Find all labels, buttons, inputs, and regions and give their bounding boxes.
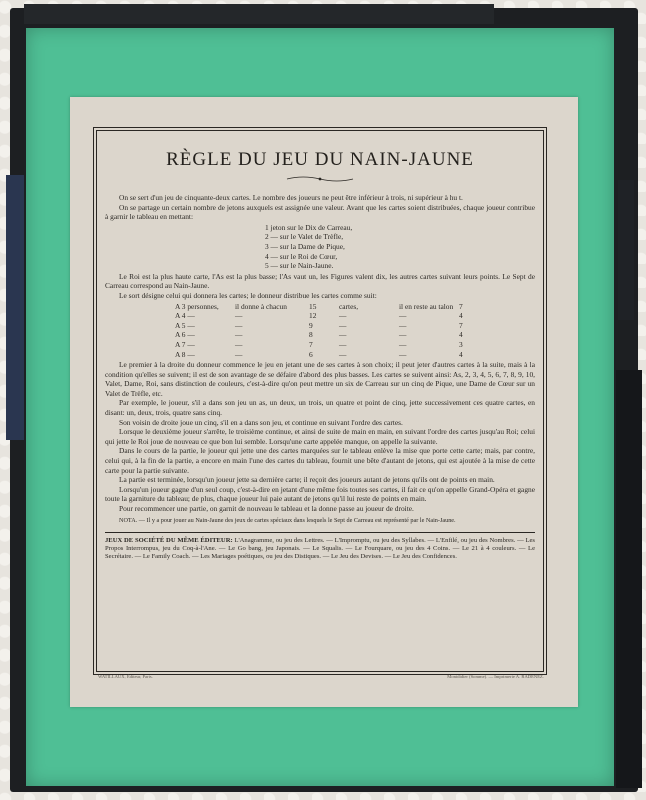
footer [98, 674, 544, 679]
dist-text: — [235, 349, 243, 359]
dist-text: — [339, 330, 347, 340]
stake-item: 5 — sur le Nain-Jaune. [265, 261, 334, 271]
dist-text: — [399, 339, 407, 349]
footer-printer: Montdidier (Somme). — Imprimerie A. RADENEZ. [447, 674, 544, 679]
paragraph-5: Le premier à la droite du donneur commence le jeu en jetant une de ses cartes à son choix; il peut jeter d'autres cartes à la suite, mais à la condition qu'elles se suivent; il est de son avantage de se défaire d'abord des plus basses. Les cartes se suivent ainsi: As, 2, 3, 4, 5, 6, 7, 8, 9, 10, Valet, Dame, Roi, sans distinction de couleurs, c'est-à-dire qu'on peut mettre un six de Carreau sur un cinq de Pique, une Dame de Cœur sur un Valet de Trèfle, etc. [105, 360, 535, 398]
editor-games [105, 537, 535, 562]
rules-frame [96, 130, 544, 672]
dist-players: A 8 — [175, 349, 195, 359]
editor-list: L'Anagramme, ou jeu des Lettres. — L'Impromptu, ou jeu des Syllabes. — L'Enfilé, ou jeu des Nombres. — Les Propos Interrompus, jeu du Coq-à-l'Ane. — Le Go bang, jeu Japonais. — Le Squalis. — Le Fourquare, ou jeu des 4 Coins. — Le 21 à 4 couleurs. — Le Secrétaire. — Le Family Coach. — Les Mariages poétiques, ou jeu des Distiques. — Le Jeu des Devises. — Le Jeu des Confidences. [105, 536, 535, 561]
dist-text: cartes, [339, 301, 359, 311]
nota: NOTA. — Il y a pour jouer au Nain-Jaune des jeux de cartes spéciaux dans lesquels le Sept de Carreau est représenté par le Nain-Jaune. [119, 516, 456, 524]
rules-sheet [70, 97, 578, 707]
paragraph-6: Par exemple, le joueur, s'il a dans son jeu un as, un deux, un trois, un quatre et point de cinq, jette successivement ces quatre cartes, en disant: un, deux, trois, quatre sans cinq. [105, 398, 535, 418]
dist-rest: 4 [459, 311, 463, 321]
dist-rest: 4 [459, 349, 463, 359]
distribution-table [175, 302, 535, 360]
paragraph-2: On se partage un certain nombre de jetons auxquels est assignée une valeur. Avant que les cartes soient distribuées, chaque joueur contribue à garnir le tableau en mettant: [105, 202, 535, 222]
dist-rest: 7 [459, 301, 463, 311]
rules-title: RÈGLE DU JEU DU NAIN-JAUNE [166, 149, 474, 170]
paragraph-4: Le sort désigne celui qui donnera les cartes; le donneur distribue les cartes comme suit: [119, 290, 377, 300]
paragraph-1: On se sert d'un jeu de cinquante-deux cartes. Le nombre des joueurs ne peut être inférieur à trois, ni supérieur à hu t. [119, 193, 463, 202]
box-left-edge [6, 175, 24, 440]
dist-text: il en reste au talon [399, 301, 454, 311]
stake-item: 2 — sur le Valet de Trèfle, [265, 232, 344, 242]
dist-text: — [339, 339, 347, 349]
dist-text: — [399, 349, 407, 359]
distribution-row [175, 302, 535, 312]
dist-count: 15 [309, 301, 317, 311]
dist-count: 6 [309, 349, 313, 359]
stake-item: 4 — sur le Roi de Cœur, [265, 251, 338, 261]
box-right-edge-lower [616, 370, 642, 788]
ornament-icon [285, 175, 355, 183]
dist-count: 9 [309, 320, 313, 330]
paragraph-3: Le Roi est la plus haute carte, l'As est la plus basse; l'As vaut un, les Figures valent dix, les autres cartes suivant leurs points. Le Sept de Carreau correspond au Nain-Jaune. [105, 271, 535, 291]
dist-text: il donne à chacun [235, 301, 287, 311]
dist-text: — [399, 330, 407, 340]
dist-players: A 3 personnes, [175, 301, 219, 311]
dist-text: — [235, 320, 243, 330]
dist-count: 8 [309, 330, 313, 340]
distribution-row [175, 340, 535, 350]
paragraph-7: Son voisin de droite joue un cinq, s'il en a dans son jeu, et continue en suivant l'ordre des cartes. [119, 417, 403, 427]
stake-item: 3 — sur la Dame de Pique, [265, 241, 345, 251]
box-top-edge [24, 4, 494, 24]
dist-players: A 6 — [175, 330, 195, 340]
dist-players: A 4 — [175, 311, 195, 321]
divider [105, 532, 535, 533]
stake-item: 1 jeton sur le Dix de Carreau, [265, 222, 353, 232]
dist-text: — [235, 330, 243, 340]
rules-content [105, 131, 535, 562]
dist-players: A 7 — [175, 339, 195, 349]
dist-rest: 3 [459, 339, 463, 349]
paragraph-12: Pour recommencer une partie, on garnit de nouveau le tableau et la donne passe au joueur de droite. [119, 504, 414, 513]
paragraph-8: Lorsque le deuxième joueur s'arrête, le troisième continue, et ainsi de suite de main en main, en suivant l'ordre des cartes jusqu'au Roi; celui qui jette le Roi joue de nouveau ce que bon lui semble. Lorsqu'une carte appelée manque, on appelle la suivante. [105, 427, 535, 446]
dist-text: — [339, 311, 347, 321]
dist-text: — [235, 311, 243, 321]
dist-count: 12 [309, 311, 317, 321]
dist-text: — [339, 320, 347, 330]
editor-heading: JEUX DE SOCIÉTÉ DU MÊME ÉDITEUR: [105, 536, 233, 544]
dist-text: — [339, 349, 347, 359]
distribution-row [175, 350, 535, 360]
dist-text: — [399, 311, 407, 321]
paragraph-9: Dans le cours de la partie, le joueur qui jette une des cartes marquées sur le tableau enlève la mise que porte cette carte; mais, par contre, celui qui, à la fin de la partie, a encore en main l'une des cartes du tableau, fournit une bête d'autant de jetons, qui est ajoutée à la mise de cette carte pour la partie suivante. [105, 446, 535, 475]
dist-rest: 4 [459, 330, 463, 340]
paragraph-10: La partie est terminée, lorsqu'un joueur jette sa dernière carte; il reçoit des joueurs autant de jetons qu'ils ont de points en main. [119, 475, 495, 485]
stakes-list [265, 223, 535, 271]
dist-text: — [235, 339, 243, 349]
distribution-row [175, 330, 535, 340]
footer-publisher: WATILLAUX, Éditeur, Paris. [98, 674, 153, 679]
distribution-row [175, 321, 535, 331]
dist-players: A 5 — [175, 320, 195, 330]
dist-rest: 7 [459, 320, 463, 330]
box-right-edge-upper [618, 180, 634, 320]
dist-count: 7 [309, 339, 313, 349]
dist-text: — [399, 320, 407, 330]
paragraph-11: Lorsqu'un joueur gagne d'un seul coup, c'est-à-dire en jetant d'une même fois toutes ses cartes, il fait ce qu'on appelle Grand-Opéra et gagne toute la garniture du tableau; de plus, chaque joueur lui paie autant de jetons qu'il lui reste de points en main. [105, 484, 535, 504]
distribution-row [175, 311, 535, 321]
